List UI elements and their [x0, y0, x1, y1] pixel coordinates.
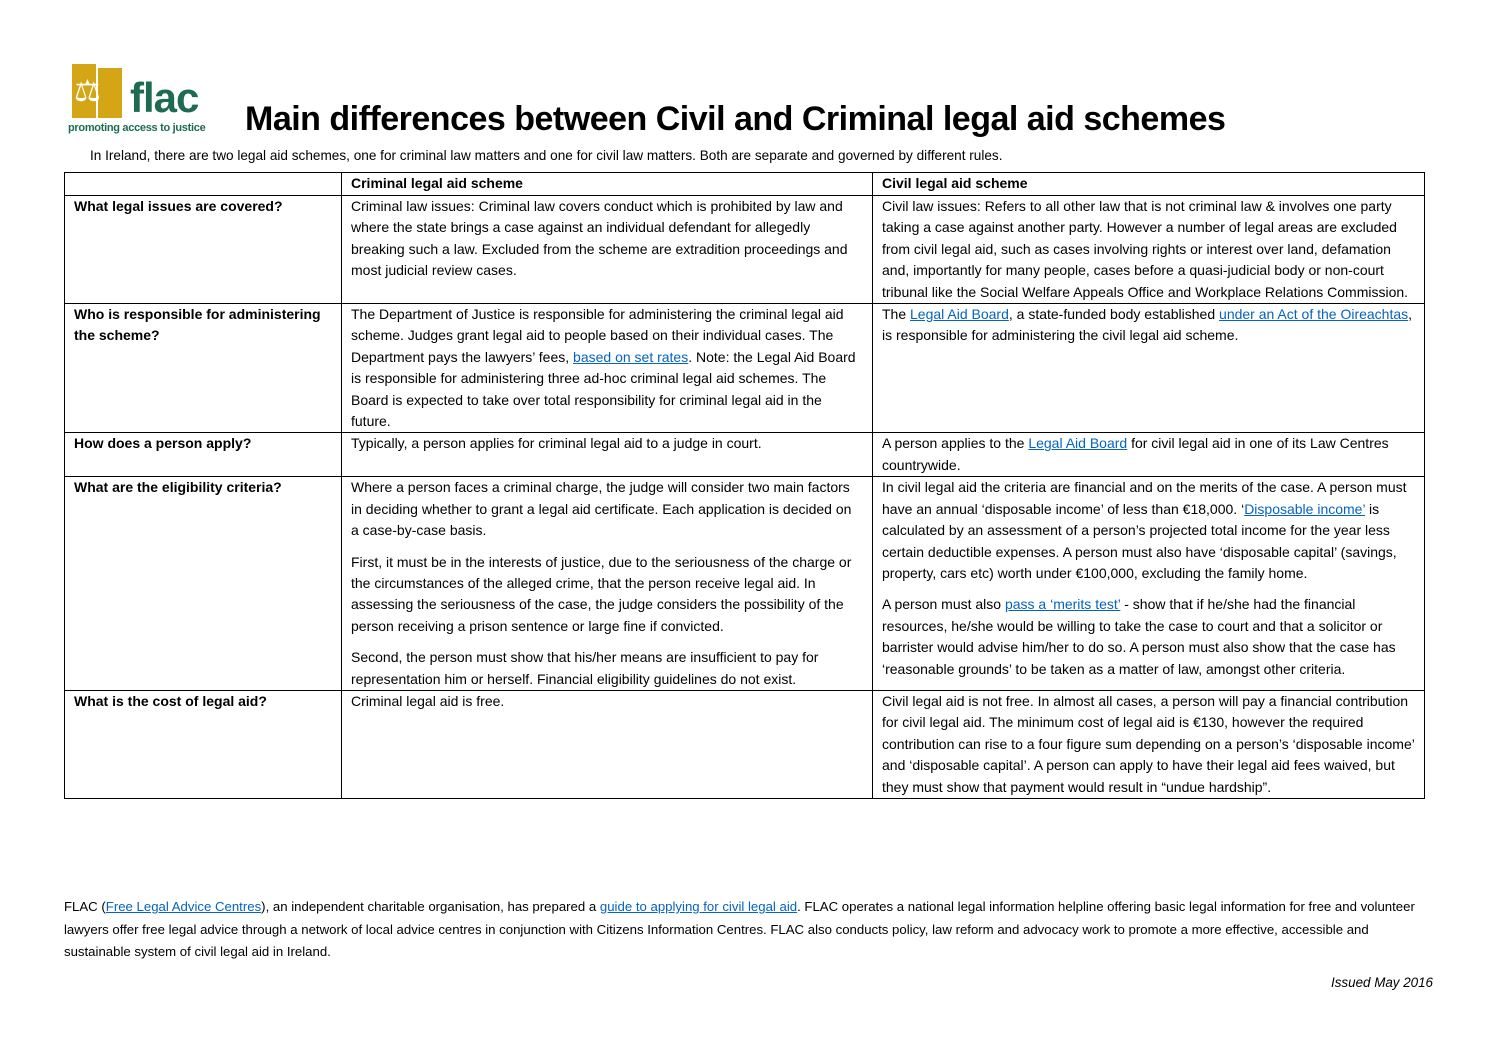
footer-text	[64, 896, 1424, 964]
paragraph	[351, 477, 863, 541]
header-civil: Civil legal aid scheme	[873, 173, 1425, 196]
logo-mark-2	[98, 68, 122, 118]
criminal-cell	[342, 477, 873, 691]
paragraph	[351, 647, 863, 690]
text-segment: Where a person faces a criminal charge, the judge will consider two main factors in deciding whether to grant a legal aid certificate. Each application is decided on a case-by-case basis.	[351, 479, 852, 539]
paragraph	[351, 433, 863, 454]
link[interactable]: based on set rates	[573, 348, 689, 365]
criminal-cell	[342, 304, 873, 433]
paragraph	[351, 196, 863, 282]
link[interactable]: Legal Aid Board	[910, 306, 1009, 323]
criminal-cell	[342, 690, 873, 798]
flac-logo	[68, 64, 213, 138]
link[interactable]: Free Legal Advice Centres	[105, 899, 262, 914]
link[interactable]: Disposable income’	[1244, 500, 1366, 517]
table-row	[65, 690, 1425, 798]
text-segment: is calculated by an assessment of a person’s projected total income for the year less certain deductible expenses. A person must also have ‘disposable capital’ (savings, property, cars etc) worth under €100,000, excluding the family home.	[882, 500, 1397, 581]
issued-date: Issued May 2016	[1331, 975, 1433, 990]
text-segment: . FLAC operates a national legal information helpline offering basic legal information for free and volunteer lawyers offer free legal advice through a network of local advice centres in conjunction with Citizens Information Centres. FLAC also conducts policy, law reform and advocacy work to promote a more effective, accessible and sustainable system of civil legal aid in Ireland.	[64, 899, 1415, 960]
paragraph	[351, 691, 863, 712]
civil-cell	[873, 304, 1425, 433]
table-row	[65, 433, 1425, 477]
page-title: Main differences between Civil and Criminal legal aid schemes	[245, 100, 1226, 138]
table-header-row	[65, 173, 1425, 196]
text-segment: FLAC (	[64, 899, 106, 914]
text-segment: Civil legal aid is not free. In almost all cases, a person will pay a financial contribution for civil legal aid. The minimum cost of legal aid is €130, however the required contribution can rise to a four figure sum depending on a person’s ‘disposable income’ and ‘disposable capital’. A person can apply to have their legal aid fees waived, but they must show that payment would result in “undue hardship”.	[882, 692, 1415, 795]
text-segment: Second, the person must show that his/her means are insufficient to pay for representation him or herself. Financial eligibility guidelines do not exist.	[351, 649, 819, 687]
header-blank	[65, 173, 342, 196]
question-cell: What is the cost of legal aid?	[65, 690, 342, 798]
text-segment: , is responsible for administering the civil legal aid scheme.	[882, 306, 1413, 344]
text-segment: Civil law issues: Refers to all other law that is not criminal law & involves one party taking a case against another party. However a number of legal areas are excluded from civil legal aid, such as cases involving rights or interest over land, defamation and, importantly for many people, cases before a quasi-judicial body or non-court tribunal like the Social Welfare Appeals Office and Workplace Relations Commission.	[882, 198, 1409, 300]
question-cell: How does a person apply?	[65, 433, 342, 477]
link[interactable]: pass a ‘merits test’	[1004, 596, 1121, 613]
question-cell: What legal issues are covered?	[65, 196, 342, 304]
text-segment: Criminal law issues: Criminal law covers conduct which is prohibited by law and where the state brings a case against an individual defendant for allegedly breaking such a law. Excluded from the scheme are extradition proceedings and most judicial review cases.	[351, 198, 848, 279]
paragraph	[882, 196, 1415, 303]
logo-word: flac	[130, 74, 199, 121]
civil-cell	[873, 433, 1425, 477]
civil-cell	[873, 196, 1425, 304]
civil-cell	[873, 477, 1425, 691]
link[interactable]: Legal Aid Board	[1028, 435, 1128, 452]
text-segment: - show that if he/she had the financial resources, he/she would be willing to take the case to court and that a solicitor or barrister would advise him/her to do so. A person must also show that the case has ‘reasonable grounds’ to be taken as a matter of law, amongst other criteria.	[882, 596, 1396, 677]
link[interactable]: under an Act of the Oireachtas	[1219, 306, 1409, 323]
table-row	[65, 196, 1425, 304]
civil-cell	[873, 690, 1425, 798]
paragraph	[882, 477, 1415, 584]
text-segment: . Note: the Legal Aid Board is responsible for administering three ad-hoc criminal legal aid schemes. The Board is expected to take over total responsibility for criminal legal aid in the future.	[351, 348, 856, 430]
paragraph	[882, 691, 1415, 798]
text-segment: , a state-funded body established	[1008, 306, 1220, 323]
paragraph	[882, 594, 1415, 680]
text-segment: The Department of Justice is responsible for administering the criminal legal aid scheme. Judges grant legal aid to people based on their individual cases. The Department pays the lawyers’ fees,	[351, 306, 844, 365]
comparison-table	[64, 172, 1425, 799]
text-segment: In civil legal aid the criteria are financial and on the merits of the case. A person must have an annual ‘disposable income’ of less than €18,000. ‘	[882, 479, 1407, 517]
table-row	[65, 477, 1425, 691]
paragraph	[882, 304, 1415, 347]
criminal-cell	[342, 196, 873, 304]
intro-text: In Ireland, there are two legal aid schemes, one for criminal law matters and one for civil law matters. Both are separate and governed by different rules.	[90, 148, 1003, 163]
text-segment: ), an independent charitable organisation, has prepared a	[261, 899, 600, 914]
paragraph	[351, 552, 863, 638]
question-cell: What are the eligibility criteria?	[65, 477, 342, 691]
text-segment: Typically, a person applies for criminal legal aid to a judge in court.	[351, 435, 762, 452]
scales-icon: ⚖	[74, 75, 101, 108]
logo-tagline: promoting access to justice	[68, 122, 206, 134]
text-segment: The	[882, 306, 911, 323]
header-criminal: Criminal legal aid scheme	[342, 173, 873, 196]
link[interactable]: guide to applying for civil legal aid	[599, 899, 798, 914]
text-segment: Criminal legal aid is free.	[351, 692, 505, 709]
paragraph	[882, 433, 1415, 476]
text-segment: A person must also	[882, 596, 1005, 613]
table-row	[65, 304, 1425, 433]
question-cell: Who is responsible for administering the scheme?	[65, 304, 342, 433]
paragraph	[351, 304, 863, 432]
text-segment: First, it must be in the interests of justice, due to the seriousness of the charge or the circumstances of the alleged crime, that the person receive legal aid. In assessing the seriousness of the case, the judge considers the possibility of the person receiving a prison sentence or large fine if convicted.	[351, 553, 852, 634]
criminal-cell	[342, 433, 873, 477]
text-segment: A person applies to the	[882, 435, 1029, 452]
text-segment: for civil legal aid in one of its Law Centres countrywide.	[882, 435, 1389, 473]
